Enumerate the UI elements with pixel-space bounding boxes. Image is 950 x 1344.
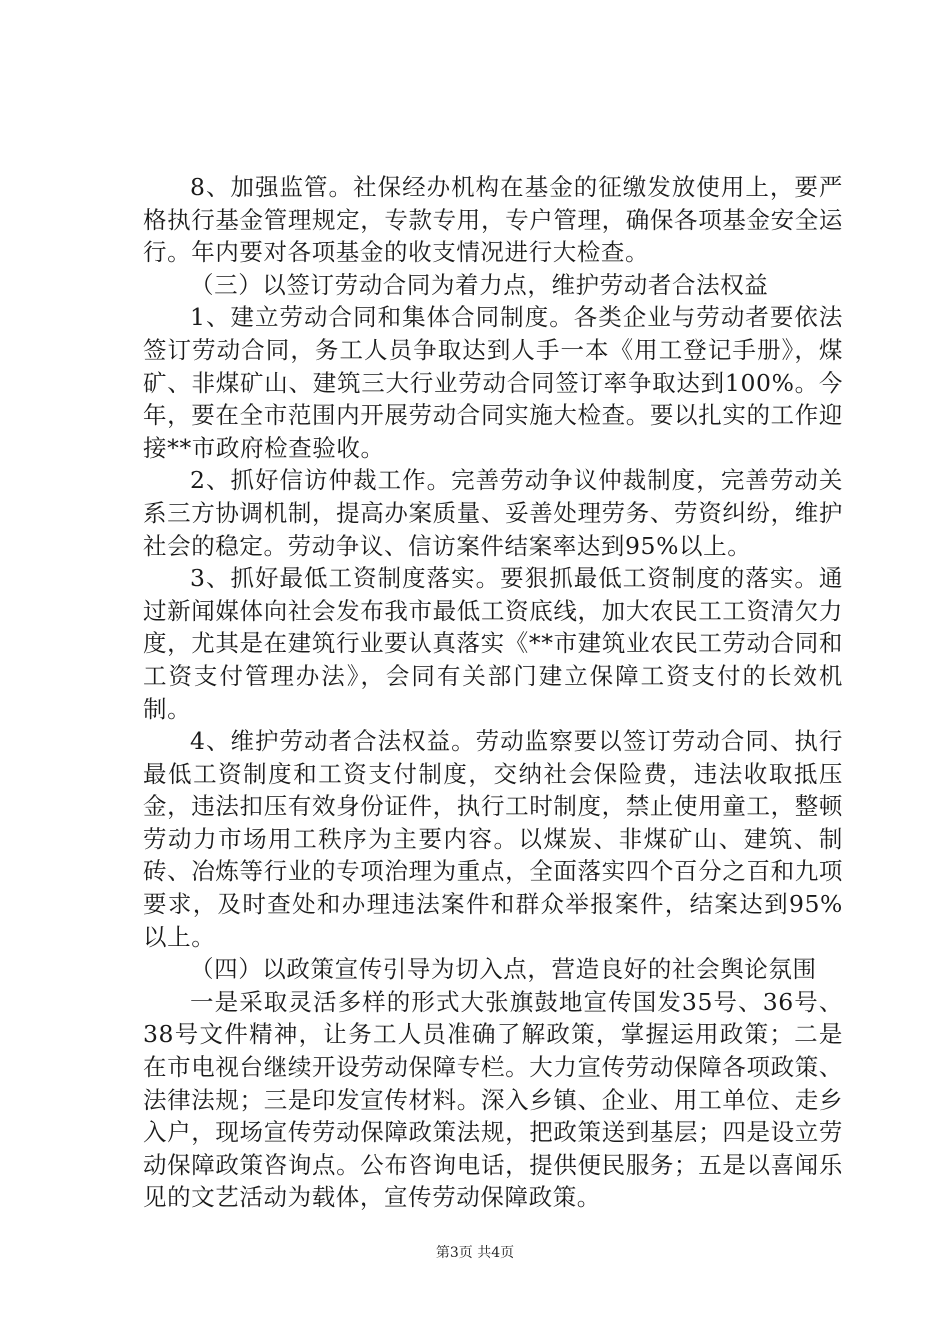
section-heading-policy-publicity: （四）以政策宣传引导为切入点，营造良好的社会舆论氛围: [190, 955, 817, 984]
page-footer: 第3页 共4页: [435, 1245, 515, 1261]
section-heading-labor-contracts: （三）以签订劳动合同为着力点，维护劳动者合法权益: [190, 270, 769, 299]
paragraph-fund-supervision: 8、加强监管。社保经办机构在基金的征缴发放使用上，要严格执行基金管理规定，专款专用，专户管理，确保各项基金安全运行。年内要对各项基金的收支情况进行大检查。: [143, 173, 843, 267]
document-body: [143, 171, 843, 1214]
paragraph-publicity-measures: 一是采取灵活多样的形式大张旗鼓地宣传国发35号、36号、38号文件精神，让务工人员准确了解政策，掌握运用政策；二是在市电视台继续开设劳动保障专栏。大力宣传劳动保障各项政策、法律法规；三是印发宣传材料。深入乡镇、企业、用工单位、走乡入户，现场宣传劳动保障政策法规，把政策送到基层；四是设立劳动保障政策咨询点。公布咨询电话，提供便民服务；五是以喜闻乐见的文艺活动为载体，宣传劳动保障政策。: [143, 987, 843, 1212]
paragraph-minimum-wage: 3、抓好最低工资制度落实。要狠抓最低工资制度的落实。通过新闻媒体向社会发布我市最低工资底线，加大农民工工资清欠力度，尤其是在建筑行业要认真落实《**市建筑业农民工劳动合同和工资支付管理办法》，会同有关部门建立保障工资支付的长效机制。: [143, 564, 843, 723]
paragraph-worker-rights: 4、维护劳动者合法权益。劳动监察要以签订劳动合同、执行最低工资制度和工资支付制度，交纳社会保险费，违法收取抵压金，违法扣压有效身份证件，执行工时制度，禁止使用童工，整顿劳动力市场用工秩序为主要内容。以煤炭、非煤矿山、建筑、制砖、冶炼等行业的专项治理为重点，全面落实四个百分之百和九项要求，及时查处和办理违法案件和群众举报案件，结案达到95%以上。: [143, 727, 843, 951]
paragraph-labor-contract-system: 1、建立劳动合同和集体合同制度。各类企业与劳动者要依法签订劳动合同，务工人员争取达到人手一本《用工登记手册》，煤矿、非煤矿山、建筑三大行业劳动合同签订率争取达到100%。今年，要在全市范围内开展劳动合同实施大检查。要以扎实的工作迎接**市政府检查验收。: [143, 303, 843, 462]
paragraph-petition-arbitration: 2、抓好信访仲裁工作。完善劳动争议仲裁制度，完善劳动关系三方协调机制，提高办案质量、妥善处理劳务、劳资纠纷，维护社会的稳定。劳动争议、信访案件结案率达到95%以上。: [143, 466, 843, 560]
